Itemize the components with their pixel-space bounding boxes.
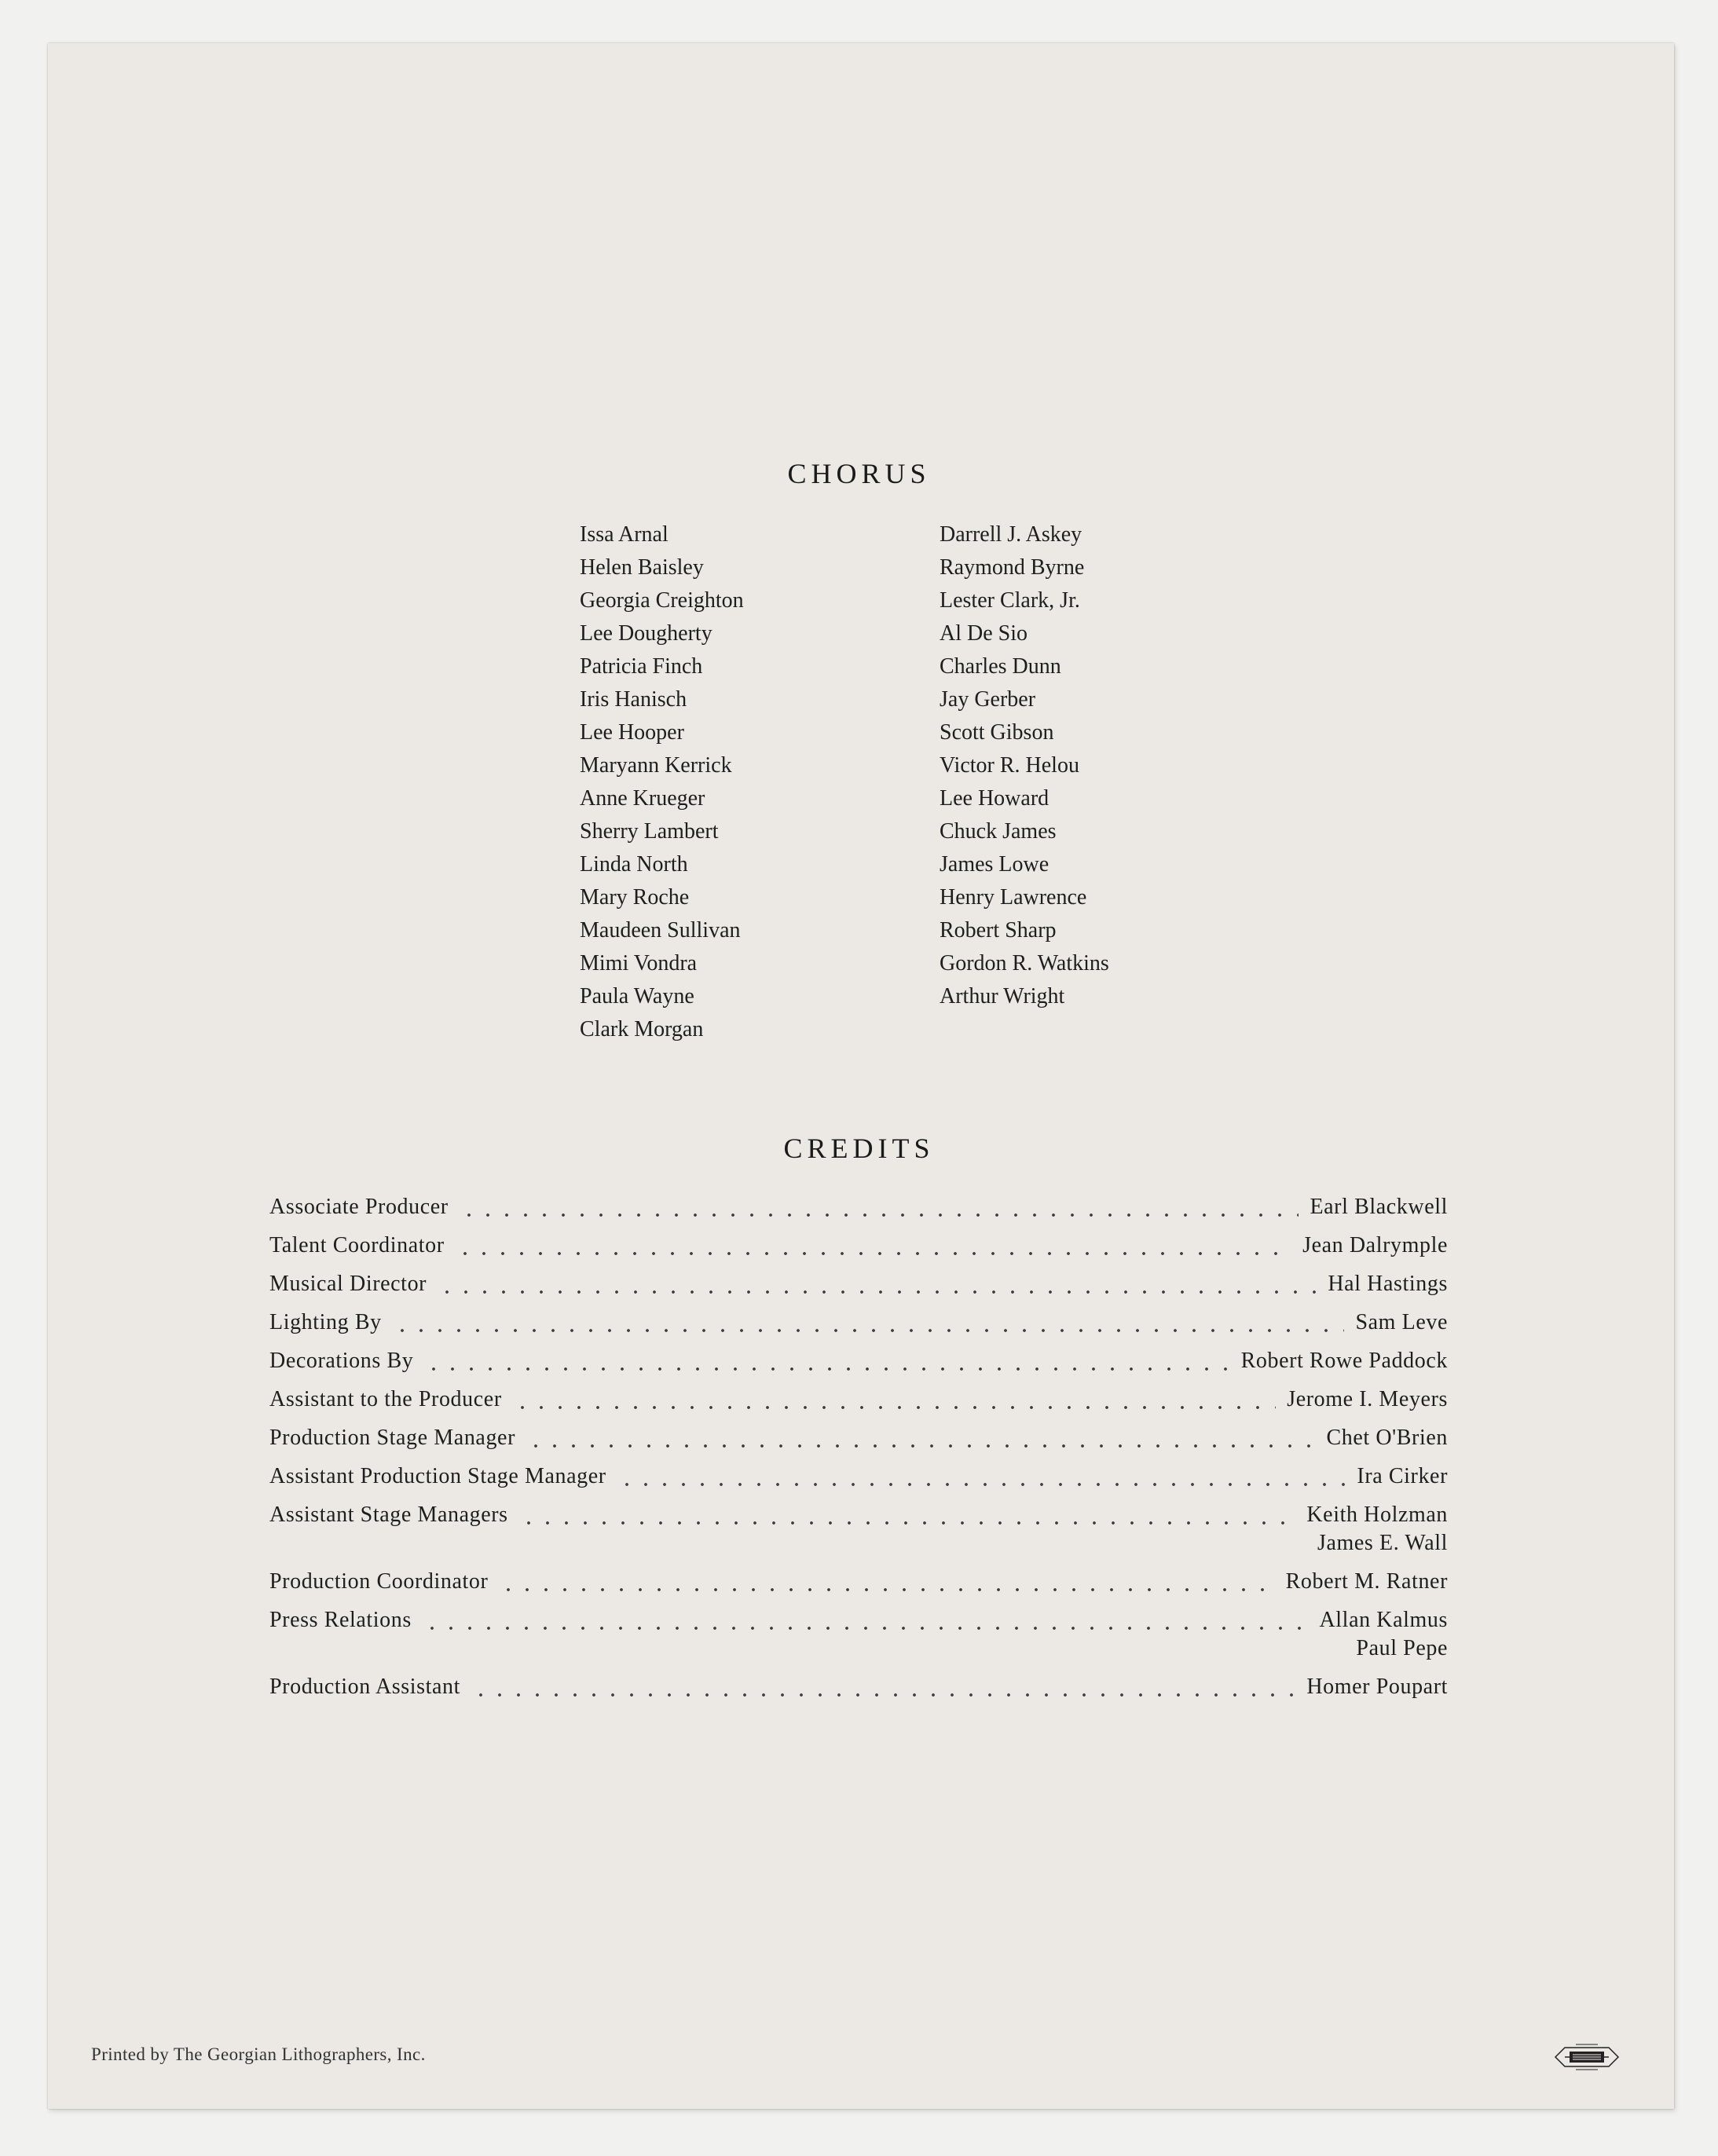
chorus-heading: CHORUS [787, 458, 931, 489]
chorus-member: Darrell J. Askey [940, 522, 1082, 547]
chorus-member: Scott Gibson [940, 720, 1054, 745]
credit-names [1328, 1270, 1448, 1298]
credit-role: Assistant Stage Managers [269, 1503, 508, 1527]
credits-heading: CREDITS [783, 1133, 935, 1164]
chorus-member: Arthur Wright [940, 984, 1065, 1008]
credit-row [269, 1501, 1448, 1558]
dot-leader [499, 1568, 1274, 1596]
credit-row [269, 1270, 1448, 1298]
credit-names [1326, 1424, 1448, 1452]
chorus-member: Mimi Vondra [580, 951, 698, 976]
chorus-member: Lee Dougherty [580, 621, 712, 646]
chorus-member: Mary Roche [580, 885, 690, 910]
credit-row [269, 1193, 1448, 1221]
chorus-member: Lee Hooper [580, 720, 684, 745]
credit-name: Homer Poupart [1306, 1675, 1448, 1699]
chorus-member: Sherry Lambert [580, 819, 719, 844]
credit-role: Press Relations [269, 1608, 412, 1632]
credit-row [269, 1462, 1448, 1491]
credit-row [269, 1568, 1448, 1596]
chorus-member: Al De Sio [940, 621, 1028, 646]
credit-names [1310, 1193, 1448, 1221]
chorus-member: Helen Baisley [580, 555, 704, 580]
dot-leader [438, 1270, 1317, 1298]
chorus-member: Anne Krueger [580, 786, 705, 811]
chorus-member: Iris Hanisch [580, 687, 687, 712]
credits-list [269, 1193, 1448, 1711]
chorus-member: Robert Sharp [940, 918, 1057, 943]
dot-leader [513, 1385, 1276, 1414]
credit-role: Production Stage Manager [269, 1426, 515, 1450]
chorus-member: Georgia Creighton [580, 588, 744, 613]
credit-names [1287, 1385, 1448, 1414]
credit-names [1302, 1232, 1448, 1260]
credit-name: Chet O'Brien [1326, 1426, 1448, 1450]
credit-name: James E. Wall [1317, 1531, 1448, 1555]
credit-row [269, 1385, 1448, 1414]
chorus-member: Issa Arnal [580, 522, 669, 547]
credit-name: Hal Hastings [1328, 1272, 1448, 1296]
credit-names [1319, 1606, 1448, 1663]
dot-leader [617, 1462, 1346, 1491]
credit-role: Production Assistant [269, 1675, 461, 1699]
credit-role: Associate Producer [269, 1195, 449, 1219]
chorus-member: Paula Wayne [580, 984, 694, 1008]
union-label-icon [1552, 2041, 1621, 2073]
credit-names [1306, 1673, 1448, 1701]
credit-row [269, 1673, 1448, 1701]
dot-leader [519, 1501, 1296, 1529]
credit-name: Paul Pepe [1356, 1636, 1448, 1660]
credit-row [269, 1309, 1448, 1337]
chorus-member: Charles Dunn [940, 654, 1061, 679]
credit-name: Ira Cirker [1357, 1464, 1448, 1488]
credit-role: Musical Director [269, 1272, 427, 1296]
dot-leader [456, 1232, 1291, 1260]
credit-row [269, 1347, 1448, 1375]
chorus-member: Raymond Byrne [940, 555, 1085, 580]
credit-role: Production Coordinator [269, 1569, 489, 1594]
chorus-member: Maryann Kerrick [580, 753, 732, 778]
dot-leader [526, 1424, 1315, 1452]
credit-name: Allan Kalmus [1319, 1608, 1448, 1632]
credit-names [1357, 1462, 1448, 1491]
chorus-member: Gordon R. Watkins [940, 951, 1109, 976]
chorus-member: Henry Lawrence [940, 885, 1087, 910]
program-page [48, 43, 1674, 2109]
chorus-member: Lee Howard [940, 786, 1049, 811]
printer-credit: Printed by The Georgian Lithographers, Inc. [91, 2044, 426, 2064]
dot-leader [460, 1193, 1299, 1221]
dot-leader [471, 1673, 1295, 1701]
chorus-member: Clark Morgan [580, 1017, 704, 1041]
credit-names [1286, 1568, 1448, 1596]
chorus-member: Linda North [580, 852, 688, 877]
credit-role: Assistant to the Producer [269, 1387, 502, 1411]
chorus-member: James Lowe [940, 852, 1049, 877]
chorus-member: Victor R. Helou [940, 753, 1079, 778]
credit-names [1355, 1309, 1448, 1337]
credit-role: Talent Coordinator [269, 1233, 445, 1257]
credit-name: Robert M. Ratner [1285, 1569, 1448, 1594]
credit-names [1241, 1347, 1448, 1375]
credit-row [269, 1424, 1448, 1452]
chorus-member: Maudeen Sullivan [580, 918, 741, 943]
credit-name: Jean Dalrymple [1302, 1233, 1448, 1257]
credit-row [269, 1232, 1448, 1260]
credit-name: Keith Holzman [1306, 1503, 1448, 1527]
credit-name: Earl Blackwell [1310, 1195, 1448, 1219]
credit-row [269, 1606, 1448, 1663]
chorus-list-right [940, 518, 1109, 1013]
dot-leader [393, 1309, 1345, 1337]
chorus-member: Chuck James [940, 819, 1057, 844]
chorus-member: Jay Gerber [940, 687, 1036, 712]
credit-name: Robert Rowe Paddock [1240, 1349, 1448, 1373]
dot-leader [424, 1347, 1229, 1375]
credit-role: Assistant Production Stage Manager [269, 1464, 606, 1488]
chorus-member: Lester Clark, Jr. [940, 588, 1080, 613]
credit-names [1306, 1501, 1448, 1558]
dot-leader [423, 1606, 1309, 1634]
credit-role: Decorations By [269, 1349, 414, 1373]
credit-role: Lighting By [269, 1310, 382, 1334]
credit-name: Jerome I. Meyers [1287, 1387, 1448, 1411]
chorus-member: Patricia Finch [580, 654, 703, 679]
chorus-list-left [580, 518, 744, 1046]
credit-name: Sam Leve [1355, 1310, 1448, 1334]
